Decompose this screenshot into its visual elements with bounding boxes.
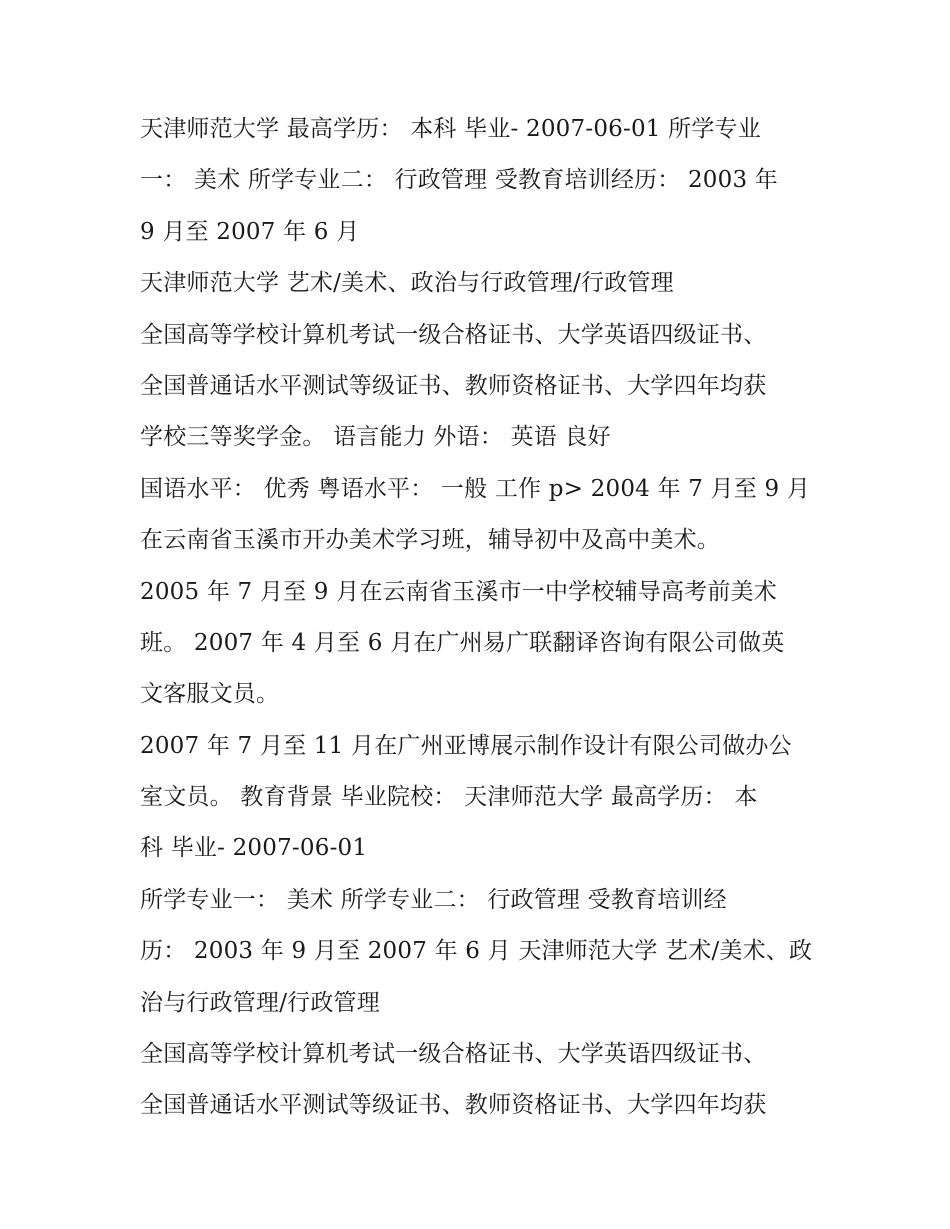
text-line-13: 2007 年 7 月至 11 月在广州亚博展示制作设计有限公司做办公 (140, 732, 792, 759)
text-line-1: 天津师范大学 最高学历： 本科 毕业- 2007-06-01 所学专业 (140, 116, 761, 142)
text-line-4: 天津师范大学 艺术/美术、政治与行政管理/行政管理 (140, 270, 674, 297)
text-line-12: 文客服文员。 (140, 681, 280, 708)
text-line-2: 一： 美术 所学专业二： 行政管理 受教育培训经历： 2003 年 (140, 167, 778, 194)
text-line-5: 全国高等学校计算机考试一级合格证书、大学英语四级证书、 (140, 321, 767, 348)
text-line-8: 国语水平： 优秀 粤语水平： 一般 工作 p> 2004 年 7 月至 9 月 (140, 475, 811, 502)
text-line-19: 全国高等学校计算机考试一级合格证书、大学英语四级证书、 (140, 1041, 767, 1068)
text-line-9: 在云南省玉溪市开办美术学习班，辅导初中及高中美术。 (140, 527, 720, 554)
text-line-10: 2005 年 7 月至 9 月在云南省玉溪市一中学校辅导高考前美术 (140, 578, 777, 605)
document-body (140, 104, 840, 1132)
text-line-16: 所学专业一： 美术 所学专业二： 行政管理 受教育培训经 (140, 886, 727, 913)
text-line-11: 班。 2007 年 4 月至 6 月在广州易广联翻译咨询有限公司做英 (140, 629, 785, 656)
text-line-6: 全国普通话水平测试等级证书、教师资格证书、大学四年均获 (140, 372, 767, 399)
text-line-3: 9 月至 2007 年 6 月 (140, 218, 360, 245)
text-line-20: 全国普通话水平测试等级证书、教师资格证书、大学四年均获 (140, 1092, 767, 1119)
text-line-14: 室文员。 教育背景 毕业院校： 天津师范大学 最高学历： 本 (140, 784, 758, 811)
text-line-17: 历： 2003 年 9 月至 2007 年 6 月 天津师范大学 艺术/美术、政 (140, 938, 813, 965)
text-line-7: 学校三等奖学金。 语言能力 外语： 英语 良好 (140, 424, 611, 451)
text-line-15: 科 毕业- 2007-06-01 (140, 835, 368, 862)
text-line-18: 治与行政管理/行政管理 (140, 989, 380, 1016)
